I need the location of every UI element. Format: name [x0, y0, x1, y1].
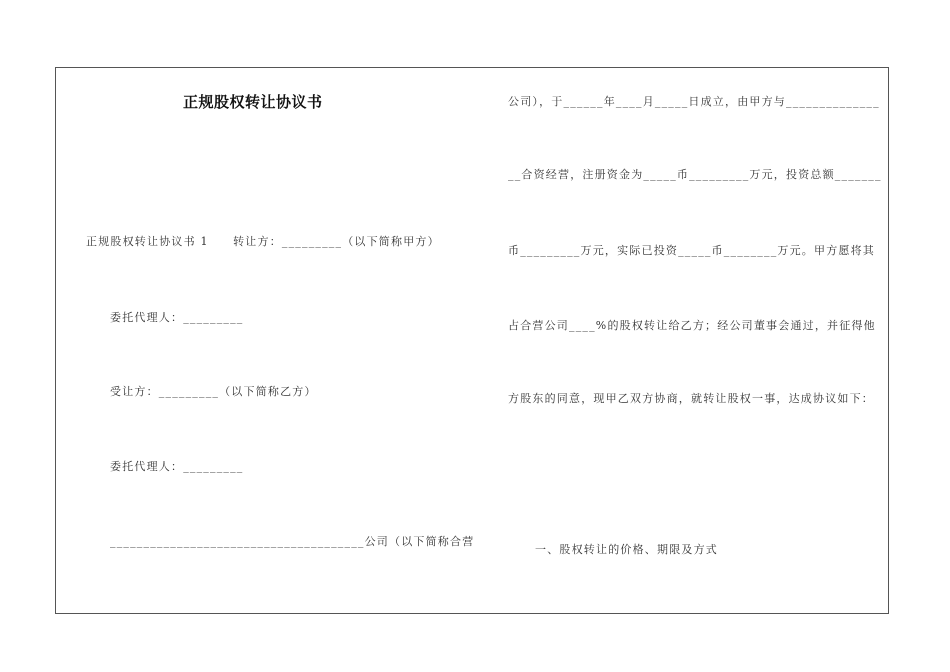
right-line-1: 公司），于______年____月_____日成立，由甲方与______________ — [508, 95, 880, 108]
right-line-4: 占合营公司____%的股权转让给乙方；经公司董事会通过，并征得他 — [508, 319, 876, 332]
right-line-5: 方股东的同意，现甲乙双方协商，就转让股权一事，达成协议如下： — [508, 392, 874, 405]
left-line-5: ______________________________________公司（以下简称合营 — [110, 535, 475, 548]
document-title: 正规股权转让协议书 — [183, 93, 323, 111]
left-line-2: 委托代理人：_________ — [110, 311, 244, 324]
right-line-3: 币_________万元，实际已投资_____币________万元。甲方愿将其 — [508, 244, 875, 257]
left-line-4: 委托代理人：_________ — [110, 460, 244, 473]
page-frame — [55, 67, 889, 614]
left-line-1: 正规股权转让协议书 1 转让方：_________（以下简称甲方） — [86, 235, 440, 248]
section-heading-1: 一、股权转让的价格、期限及方式 — [535, 543, 718, 556]
right-line-2: __合资经营，注册资金为_____币_________万元，投资总额_______ — [508, 168, 882, 181]
left-line-3: 受让方：_________（以下简称乙方） — [110, 385, 317, 398]
